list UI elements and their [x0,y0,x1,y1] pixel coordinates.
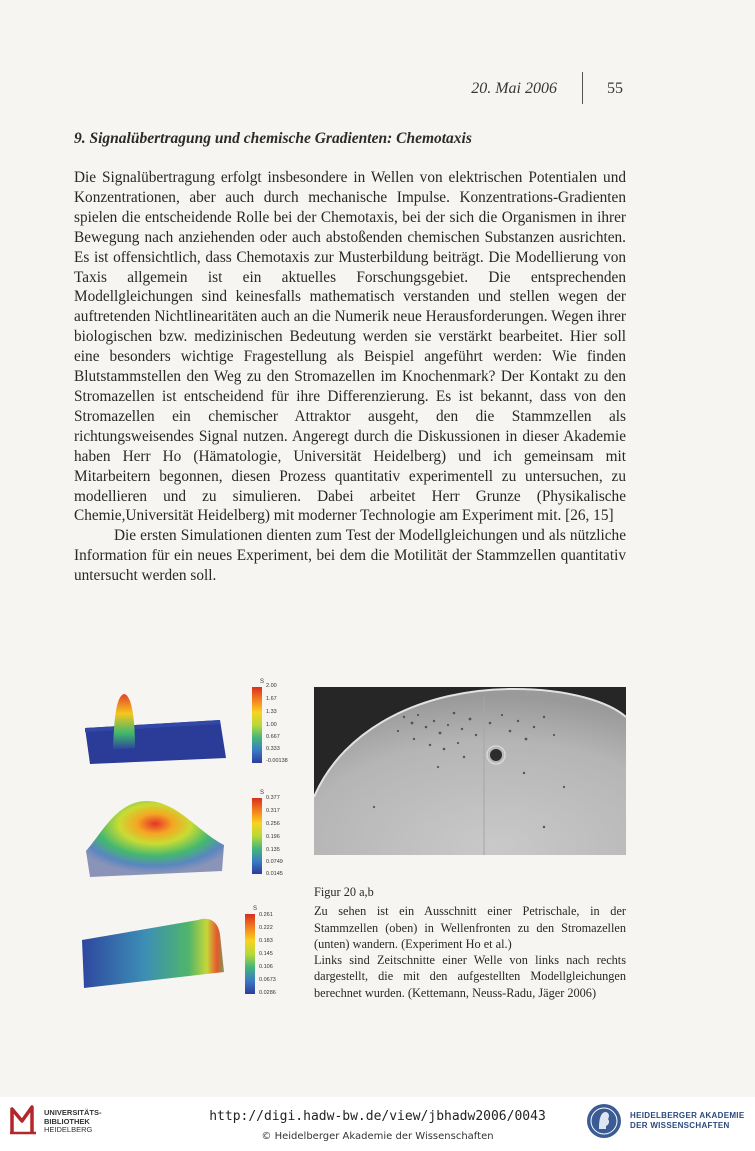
colorbar-tick: 0.256 [266,821,280,827]
colorbar-tick: -0.00138 [266,758,288,764]
colorbar-unit: S [260,790,265,796]
simulation-plot-3 [78,912,233,992]
footer-bar [0,1097,755,1151]
colorbar-tick: 0.317 [266,808,280,814]
academy-name-line: DER WISSENSCHAFTEN [630,1121,730,1130]
academy-seal-icon [586,1103,622,1139]
simulation-plot-2 [82,793,232,878]
paragraph-2: Die ersten Simulationen dienten zum Test der Modellgleichungen und als nützliche Information für ein neues Experiment, bei dem die Motilität der Stammzellen quantitativ untersucht werden soll. [74,527,626,585]
colorbar-tick: 0.196 [266,834,280,840]
academy-name [630,1111,744,1131]
colorbar-2 [252,790,302,880]
colorbar-tick: 0.0749 [266,859,283,865]
colorbar-tick: 0.377 [266,795,280,801]
copyright-notice: © Heidelberger Akademie der Wissenschaften [261,1131,494,1142]
colorbar-tick: 1.33 [266,709,277,715]
header-divider [582,72,583,104]
page-number: 55 [607,80,623,97]
colorbar-3 [245,906,300,1001]
colorbar-tick: 0.222 [259,925,273,931]
petri-dish-micrograph [314,687,626,855]
colorbar-tick: 0.106 [259,964,273,970]
colorbar-tick: 0.145 [259,951,273,957]
colorbar-tick: 0.183 [259,938,273,944]
section-title: 9. Signalübertragung und chemische Gradienten: Chemotaxis [74,130,472,147]
colorbar-unit: S [253,906,258,912]
permalink-url[interactable]: http://digi.hadw-bw.de/view/jbhadw2006/0043 [209,1109,546,1124]
colorbar-tick: 0.667 [266,734,280,740]
header-date: 20. Mai 2006 [471,80,557,97]
colorbar-tick: 2.00 [266,683,277,689]
simulation-plot-1 [80,680,230,765]
colorbar-tick: 1.00 [266,722,277,728]
colorbar-tick: 0.333 [266,746,280,752]
colorbar-tick: 0.0673 [259,977,276,983]
library-name-line: UNIVERSITÄTS- [44,1108,102,1117]
caption-title: Figur 20 a,b [314,885,374,899]
colorbar-tick: 0.0145 [266,871,283,877]
library-name-line: HEIDELBERG [44,1125,93,1134]
colorbar-1 [252,679,302,769]
colorbar-gradient [245,914,255,994]
colorbar-gradient [252,687,262,763]
running-header [0,80,755,102]
caption-line-1: Zu sehen ist ein Ausschnitt einer Petrischale, in der Stammzellen (oben) in Wellenfronten zu den Stromazellen (unten) wandern. (Experiment Ho et al.) [314,904,626,951]
body-text [74,168,626,586]
academy-name-line: HEIDELBERGER AKADEMIE [630,1111,745,1120]
figure-caption [314,884,626,1001]
colorbar-tick: 1.67 [266,696,277,702]
caption-line-2: Links sind Zeitschnitte einer Welle von links nach rechts dargestellt, die mit den aufgestellten Modellgleichungen berechnet wurden. (Kettemann, Neuss-Radu, Jäger 2006) [314,953,626,1000]
library-name-line: BIBLIOTHEK [44,1116,90,1126]
colorbar-gradient [252,798,262,874]
colorbar-tick: 0.0286 [259,990,276,996]
colorbar-unit: S [260,679,265,685]
paragraph-1: Die Signalübertragung erfolgt insbesondere in Wellen von elektrischen Potentialen und Konzentrationen, aber auch durch mechanische Impulse. Konzentrations-Gradienten spielen die entscheidende Rolle bei der Chemotaxis, bei der sich die Organismen in ihrer Bewegung nach anziehenden oder auch abstoßenden chemischen Substanzen ausrichten. Es ist offensichtlich, dass Chemotaxis zur Musterbildung beiträgt. Die Modellierung von Taxis allgemein ist ein aktuelles Forschungsgebiet. Die entsprechenden Modellgleichungen sind keinesfalls mathematisch verstanden und stellen wegen der auftretenden Nichtlinearitäten auch an die Numerik neue Herausforderungen. Wegen ihrer biologischen bzw. medizinischen Bedeutung werden sie verstärkt bearbeitet. Hier soll eine besonders wichtige Fragestellung als Beispiel angeführt werden: Wie finden Blutstammstellen den Weg zu den Stromazellen im Knochenmark? Der Kontakt zu den Stromazellen ist entscheidend für ihre Differenzierung. Es ist bekannt, dass von den Stromazellen ein chemischer Attraktor ausgeht, den die Stammzellen als richtungsweisendes Signal nutzen. Angeregt durch die Diskussionen in dieser Akademie haben Herr Ho (Hämatologie, Universität Heidelberg) und ich gemeinsam mit Mitarbeitern begonnen, diesen Prozess quantitativ experimentell zu untersuchen, zu modellieren und zu simulieren. Dabei arbeitet Herr Grunze (Physikalische Chemie,Universität Heidelberg) mit moderner Technologie am Experiment mit. [26, 15] [74,169,626,525]
colorbar-tick: 0.261 [259,912,273,918]
colorbar-tick: 0.135 [266,847,280,853]
